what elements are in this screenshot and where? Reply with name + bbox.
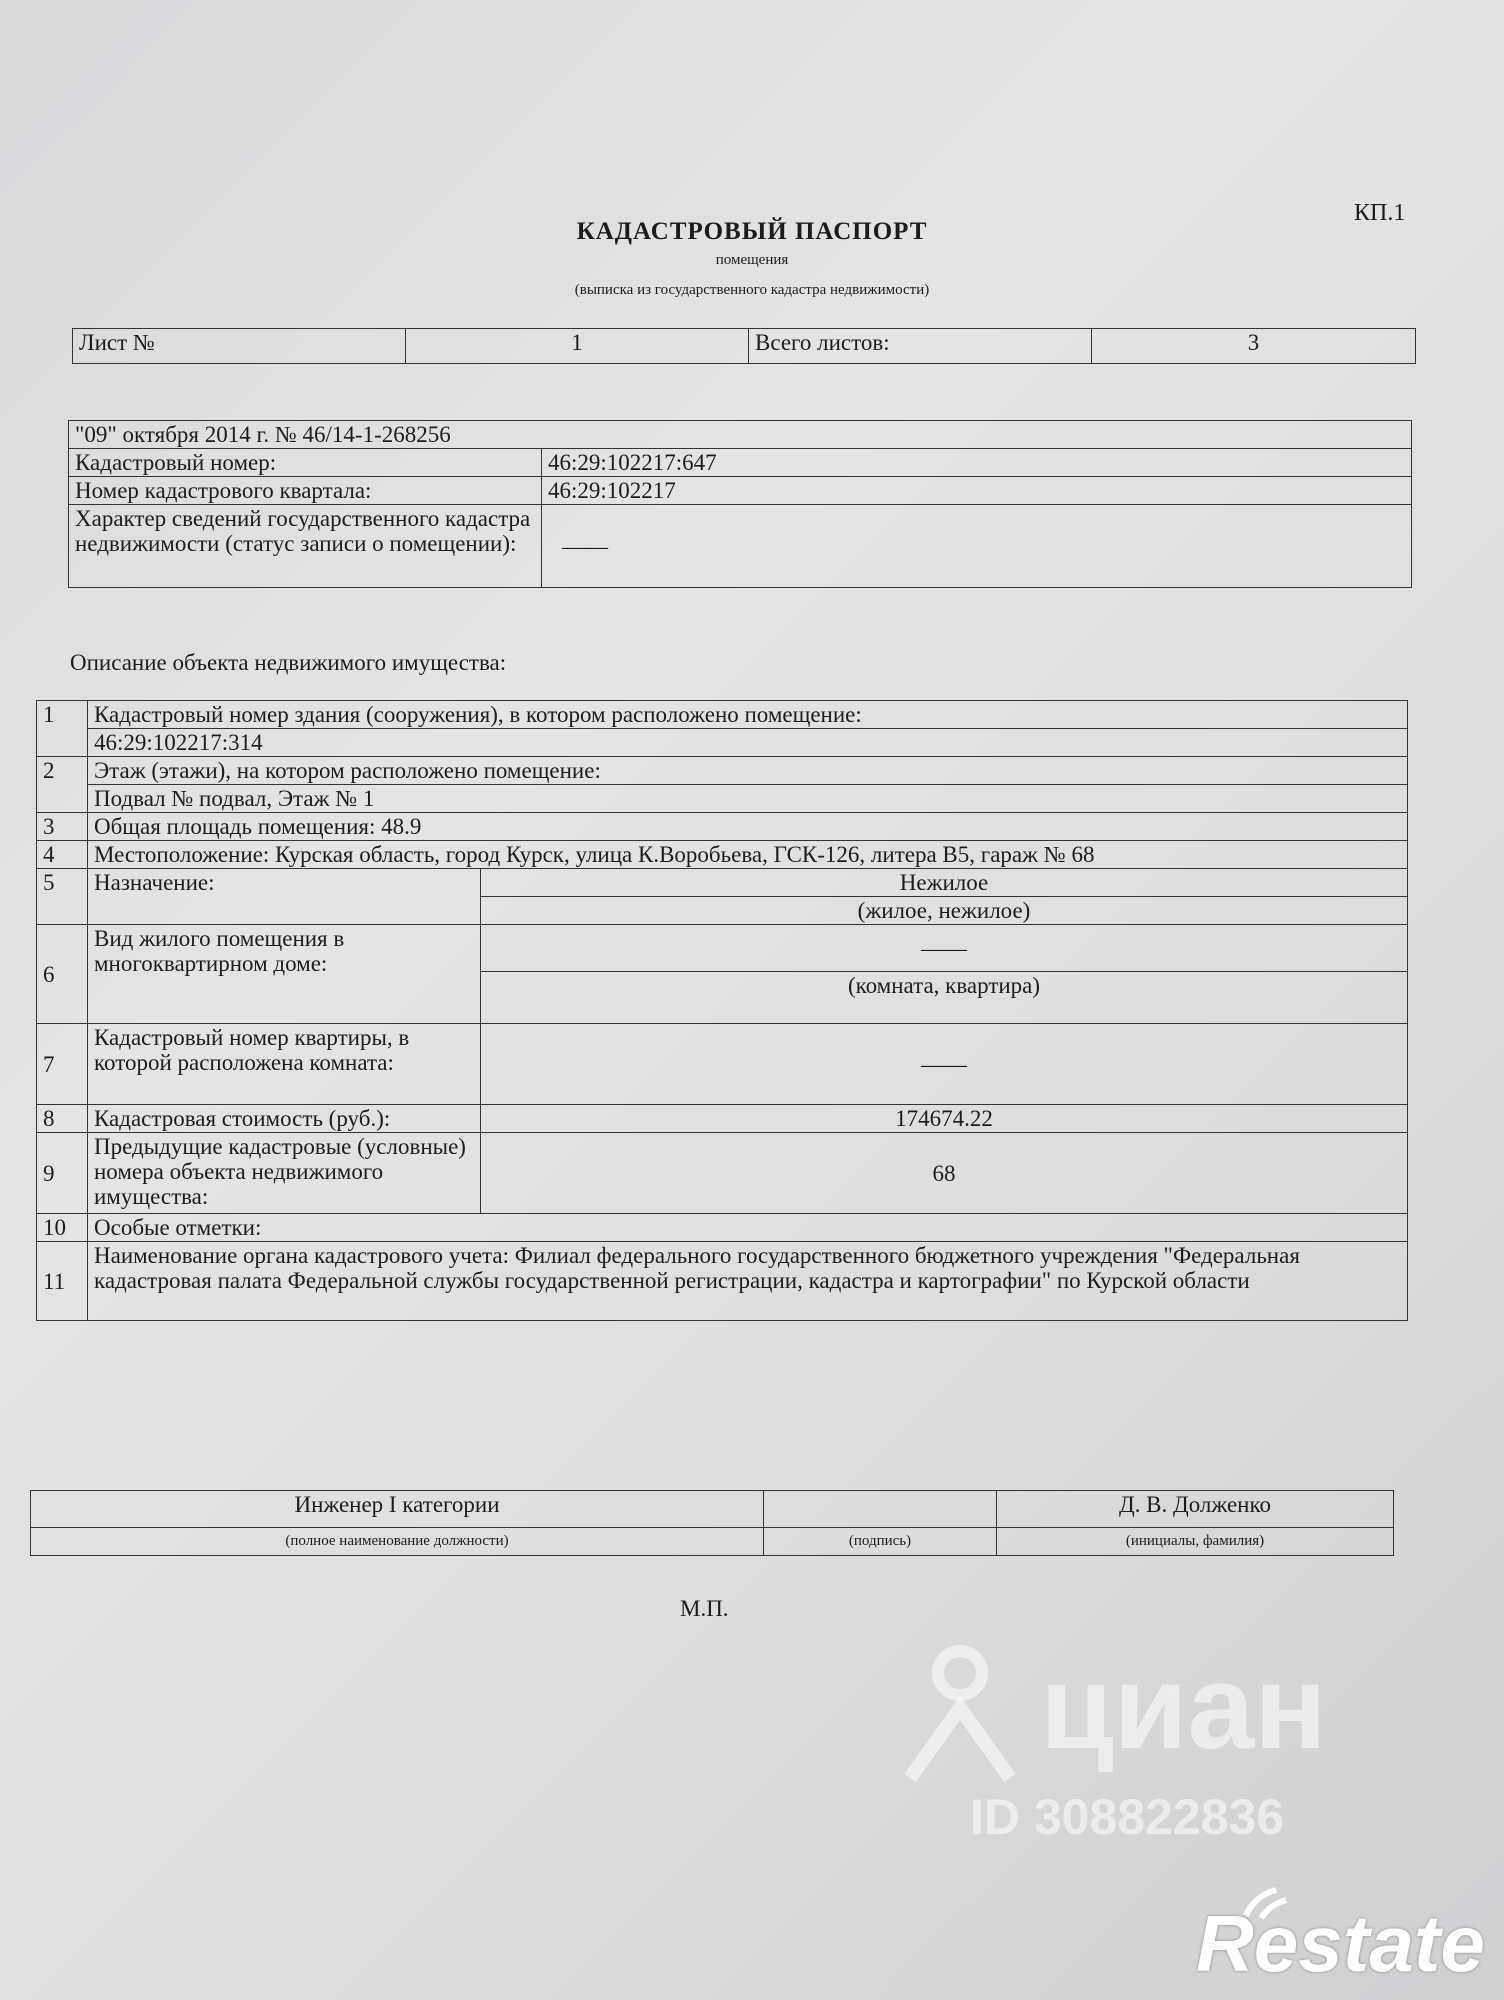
row-text: Общая площадь помещения: 48.9 [88, 813, 1408, 841]
row-label: Этаж (этажи), на котором расположено помещение: [88, 757, 1408, 785]
cadastral-number: 46:29:102217:647 [542, 449, 1412, 477]
cian-watermark [890, 1638, 1350, 1845]
description-table [36, 700, 1408, 1321]
row-value: 46:29:102217:314 [88, 729, 1408, 757]
description-label: Описание объекта недвижимого имущества: [70, 650, 507, 675]
header-label: Кадастровый номер: [69, 449, 542, 477]
signature-field [764, 1491, 997, 1528]
date-line: "09" октября 2014 г. № 46/14-1-268256 [69, 421, 1412, 449]
row-value: —— [481, 1024, 1408, 1105]
name-hint: (инициалы, фамилия) [997, 1528, 1394, 1556]
signature-table [30, 1490, 1394, 1556]
row-number: 1 [37, 701, 88, 757]
row-number: 8 [37, 1105, 88, 1133]
row-number: 2 [37, 757, 88, 813]
signature-hint: (подпись) [764, 1528, 997, 1556]
row-number: 6 [37, 925, 88, 1024]
row-hint: (жилое, нежилое) [481, 897, 1408, 925]
cadastral-quarter: 46:29:102217 [542, 477, 1412, 505]
sheet-total-label: Всего листов: [749, 329, 1092, 364]
cian-wordmark: циан [1040, 1640, 1327, 1774]
sheet-total: 3 [1092, 329, 1416, 364]
row-number: 5 [37, 869, 88, 925]
record-status: —— [542, 505, 1412, 588]
document-subtitle-note: (выписка из государственного кадастра недвижимости) [574, 282, 930, 298]
position-title: Инженер I категории [31, 1491, 764, 1528]
document-title: КАДАСТРОВЫЙ ПАСПОРТ [576, 218, 928, 245]
row-text: Особые отметки: [88, 1214, 1408, 1242]
form-code: КП.1 [1354, 200, 1406, 226]
row-number: 9 [37, 1133, 88, 1214]
row-number: 11 [37, 1242, 88, 1321]
row-value: Подвал № подвал, Этаж № 1 [88, 785, 1408, 813]
row-number: 7 [37, 1024, 88, 1105]
header-label: Характер сведений государственного кадастра недвижимости (статус записи о помещении): [69, 505, 542, 588]
row-label: Кадастровый номер квартиры, в которой расположена комната: [88, 1024, 481, 1105]
position-hint: (полное наименование должности) [31, 1528, 764, 1556]
row-number: 10 [37, 1214, 88, 1242]
header-label: Номер кадастрового квартала: [69, 477, 542, 505]
row-text: Местоположение: Курская область, город Курск, улица К.Воробьева, ГСК-126, литера В5, гараж № 68 [88, 841, 1408, 869]
row-number: 3 [37, 813, 88, 841]
location-pin-person-icon [890, 1638, 1030, 1788]
restate-watermark [1196, 1880, 1496, 1990]
signer-name: Д. В. Долженко [997, 1491, 1394, 1528]
row-text: Наименование органа кадастрового учета: Филиал федерального государственного бюджетного учреждения "Федеральная кадастровая палата Федеральной службы государственной регистрации, кадастра и картографии" по Курской области [88, 1242, 1408, 1321]
document-subtitle: помещения [715, 252, 789, 268]
sheet-table [72, 328, 1416, 364]
row-hint: (комната, квартира) [481, 972, 1408, 1024]
header-table [68, 420, 1412, 588]
row-label: Вид жилого помещения в многоквартирном доме: [88, 925, 481, 1024]
row-value: —— [481, 925, 1408, 972]
row-value: Нежилое [481, 869, 1408, 897]
restate-wordmark: Restate [1196, 1899, 1486, 1988]
cian-listing-id: ID 308822836 [970, 1789, 1285, 1845]
row-value: 68 [481, 1133, 1408, 1214]
row-label: Назначение: [88, 869, 481, 925]
row-number: 4 [37, 841, 88, 869]
stamp-place: М.П. [680, 1596, 729, 1621]
sheet-number: 1 [406, 329, 749, 364]
row-label: Кадастровая стоимость (руб.): [88, 1105, 481, 1133]
row-label: Кадастровый номер здания (сооружения), в котором расположено помещение: [88, 701, 1408, 729]
row-label: Предыдущие кадастровые (условные) номера объекта недвижимого имущества: [88, 1133, 481, 1214]
sheet-label: Лист № [73, 329, 406, 364]
cadastral-value: 174674.22 [481, 1105, 1408, 1133]
